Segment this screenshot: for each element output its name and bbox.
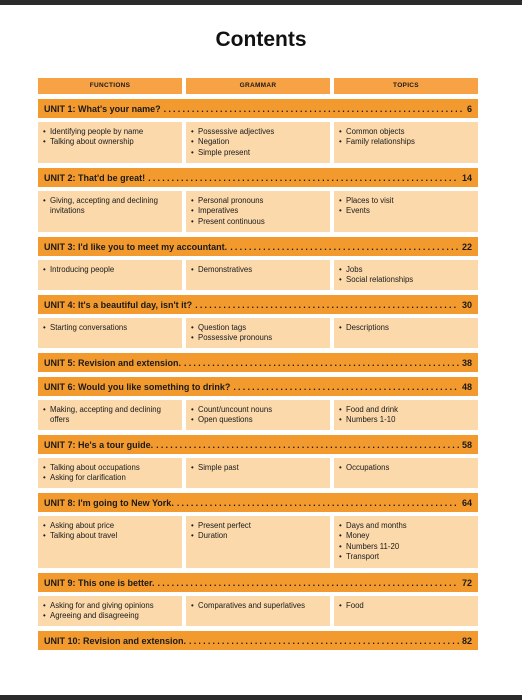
- column-header-grammar: GRAMMAR: [186, 78, 330, 94]
- functions-list: [43, 463, 176, 484]
- unit-page-number: 64: [461, 497, 472, 508]
- list-item: • Personal pronouns: [191, 196, 324, 206]
- grammar-cell: [186, 318, 330, 348]
- list-item: • Social relationships: [339, 275, 472, 285]
- topics-cell: [334, 596, 478, 626]
- grammar-list: [191, 405, 324, 426]
- grammar-list: [191, 323, 324, 344]
- grammar-cell: [186, 260, 330, 290]
- unit-title: UNIT 10: Revision and extension.: [44, 635, 187, 646]
- functions-cell: [38, 458, 182, 488]
- grammar-cell: [186, 400, 330, 430]
- list-item: • Imperatives: [191, 206, 324, 216]
- unit-heading[interactable]: [38, 631, 478, 650]
- functions-list: [43, 521, 176, 542]
- topics-list: [339, 463, 472, 473]
- topics-cell: [334, 458, 478, 488]
- grammar-cell: [186, 596, 330, 626]
- functions-cell: [38, 318, 182, 348]
- column-header-topics: TOPICS: [334, 78, 478, 94]
- topics-list: [339, 196, 472, 217]
- list-item: • Common objects: [339, 127, 472, 137]
- leader-dots: [233, 382, 459, 392]
- leader-dots: [195, 300, 459, 310]
- grammar-list: [191, 127, 324, 158]
- list-item: • Numbers 1-10: [339, 415, 472, 425]
- unit-heading[interactable]: [38, 493, 478, 512]
- list-item: • Talking about travel: [43, 531, 176, 541]
- grammar-list: [191, 521, 324, 542]
- list-item: • Identifying people by name: [43, 127, 176, 137]
- list-item: • Simple present: [191, 148, 324, 158]
- list-item: • Giving, accepting and declining invitations: [43, 196, 176, 217]
- unit-heading[interactable]: [38, 353, 478, 372]
- topics-list: [339, 405, 472, 426]
- functions-cell: [38, 400, 182, 430]
- list-item: • Comparatives and superlatives: [191, 601, 324, 611]
- list-item: • Events: [339, 206, 472, 216]
- top-rule: [0, 0, 522, 5]
- list-item: • Jobs: [339, 265, 472, 275]
- functions-list: [43, 265, 176, 275]
- unit-page-number: 38: [461, 357, 472, 368]
- topics-cell: [334, 260, 478, 290]
- functions-cell: [38, 260, 182, 290]
- unit-details: [38, 458, 478, 488]
- functions-list: [43, 196, 176, 217]
- leader-dots: [189, 636, 459, 646]
- functions-cell: [38, 596, 182, 626]
- list-item: • Places to visit: [339, 196, 472, 206]
- functions-cell: [38, 191, 182, 232]
- topics-list: [339, 521, 472, 563]
- unit-page-number: 30: [461, 299, 472, 310]
- unit-title: UNIT 3: I'd like you to meet my accountant.: [44, 241, 228, 252]
- table-of-contents: [38, 78, 478, 650]
- unit-heading[interactable]: [38, 435, 478, 454]
- leader-dots: [148, 173, 459, 183]
- unit-page-number: 48: [461, 381, 472, 392]
- unit-heading[interactable]: [38, 377, 478, 396]
- grammar-list: [191, 601, 324, 611]
- topics-cell: [334, 516, 478, 568]
- functions-list: [43, 405, 176, 426]
- list-item: • Duration: [191, 531, 324, 541]
- topics-cell: [334, 400, 478, 430]
- grammar-list: [191, 463, 324, 473]
- unit-title: UNIT 6: Would you like something to drink?: [44, 381, 231, 392]
- unit-title: UNIT 9: This one is better.: [44, 577, 155, 588]
- unit-heading[interactable]: [38, 295, 478, 314]
- list-item: • Family relationships: [339, 137, 472, 147]
- unit-title: UNIT 5: Revision and extension.: [44, 357, 182, 368]
- unit-details: [38, 516, 478, 568]
- list-item: • Asking about price: [43, 521, 176, 531]
- unit-page-number: 82: [461, 635, 472, 646]
- leader-dots: [177, 498, 459, 508]
- grammar-list: [191, 265, 324, 275]
- topics-cell: [334, 318, 478, 348]
- list-item: • Possessive adjectives: [191, 127, 324, 137]
- leader-dots: [164, 104, 464, 114]
- unit-details: [38, 596, 478, 626]
- unit-details: [38, 400, 478, 430]
- unit-page-number: 58: [461, 439, 472, 450]
- topics-list: [339, 127, 472, 148]
- unit-heading[interactable]: [38, 99, 478, 118]
- list-item: • Question tags: [191, 323, 324, 333]
- list-item: • Food and drink: [339, 405, 472, 415]
- list-item: • Numbers 11-20: [339, 542, 472, 552]
- leader-dots: [230, 242, 459, 252]
- list-item: • Money: [339, 531, 472, 541]
- functions-list: [43, 127, 176, 148]
- list-item: • Starting conversations: [43, 323, 176, 333]
- leader-dots: [158, 578, 459, 588]
- list-item: • Count/uncount nouns: [191, 405, 324, 415]
- list-item: • Talking about occupations: [43, 463, 176, 473]
- list-item: • Present perfect: [191, 521, 324, 531]
- leader-dots: [156, 440, 459, 450]
- topics-list: [339, 601, 472, 611]
- list-item: • Simple past: [191, 463, 324, 473]
- unit-details: [38, 122, 478, 163]
- list-item: • Talking about ownership: [43, 137, 176, 147]
- functions-cell: [38, 516, 182, 568]
- column-header-functions: FUNCTIONS: [38, 78, 182, 94]
- list-item: • Asking for and giving opinions: [43, 601, 176, 611]
- unit-list: [38, 99, 478, 650]
- list-item: • Agreeing and disagreeing: [43, 611, 176, 621]
- page-title: Contents: [215, 28, 307, 51]
- unit-title: UNIT 7: He's a tour guide.: [44, 439, 154, 450]
- grammar-cell: [186, 458, 330, 488]
- unit-heading[interactable]: [38, 573, 478, 592]
- list-item: • Present continuous: [191, 217, 324, 227]
- grammar-cell: [186, 122, 330, 163]
- bottom-rule: [0, 695, 522, 700]
- list-item: • Negation: [191, 137, 324, 147]
- unit-heading[interactable]: [38, 168, 478, 187]
- unit-title: UNIT 4: It's a beautiful day, isn't it?: [44, 299, 193, 310]
- column-headers: [38, 78, 478, 94]
- list-item: • Days and months: [339, 521, 472, 531]
- unit-title: UNIT 1: What's your name?: [44, 103, 161, 114]
- unit-details: [38, 318, 478, 348]
- list-item: • Transport: [339, 552, 472, 562]
- unit-title: UNIT 2: That'd be great!: [44, 172, 146, 183]
- unit-page-number: 6: [466, 103, 472, 114]
- functions-list: [43, 323, 176, 333]
- grammar-cell: [186, 516, 330, 568]
- list-item: • Possessive pronouns: [191, 333, 324, 343]
- functions-list: [43, 601, 176, 622]
- list-item: • Occupations: [339, 463, 472, 473]
- functions-cell: [38, 122, 182, 163]
- unit-title: UNIT 8: I'm going to New York.: [44, 497, 174, 508]
- unit-heading[interactable]: [38, 237, 478, 256]
- topics-cell: [334, 122, 478, 163]
- unit-details: [38, 191, 478, 232]
- list-item: • Making, accepting and declining offers: [43, 405, 176, 426]
- list-item: • Descriptions: [339, 323, 472, 333]
- list-item: • Introducing people: [43, 265, 176, 275]
- topics-list: [339, 265, 472, 286]
- topics-cell: [334, 191, 478, 232]
- list-item: • Food: [339, 601, 472, 611]
- unit-details: [38, 260, 478, 290]
- grammar-list: [191, 196, 324, 227]
- list-item: • Open questions: [191, 415, 324, 425]
- list-item: • Asking for clarification: [43, 473, 176, 483]
- leader-dots: [184, 358, 459, 368]
- unit-page-number: 22: [461, 241, 472, 252]
- unit-page-number: 14: [461, 172, 472, 183]
- grammar-cell: [186, 191, 330, 232]
- unit-page-number: 72: [461, 577, 472, 588]
- list-item: • Demonstratives: [191, 265, 324, 275]
- topics-list: [339, 323, 472, 333]
